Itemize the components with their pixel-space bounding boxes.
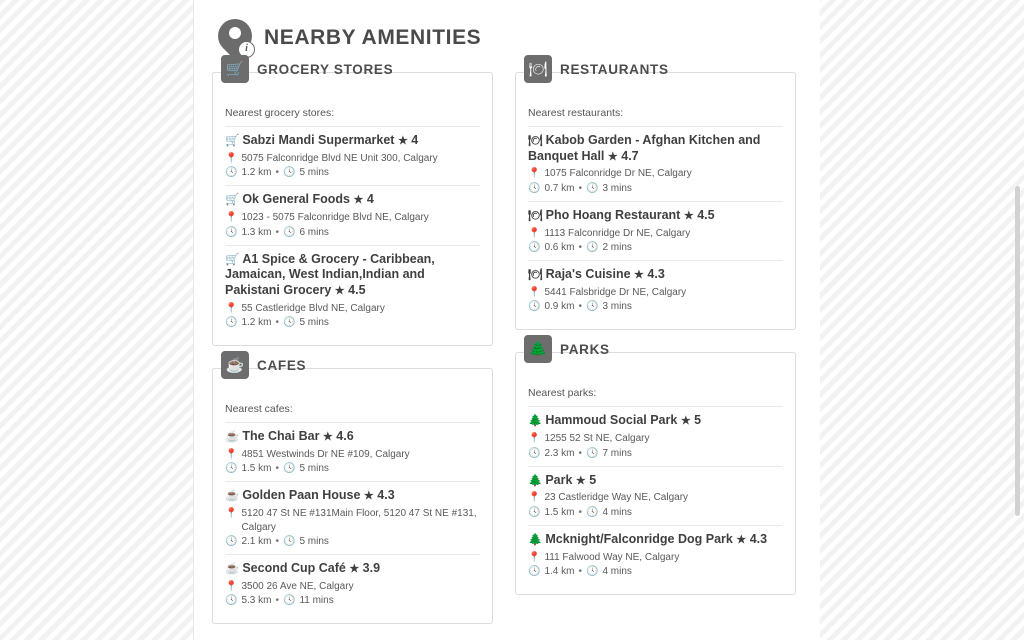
- marker-icon: 📍: [528, 168, 541, 180]
- entry-address-text: 1023 - 5075 Falconridge Blvd NE, Calgary: [241, 212, 429, 223]
- star-icon: ★: [353, 194, 364, 207]
- entry-meta: [225, 227, 480, 238]
- clock-icon: 🕓: [585, 447, 599, 459]
- marker-icon: 📍: [528, 551, 541, 563]
- marker-icon: 📍: [225, 508, 238, 519]
- entry-time: 7 mins: [602, 447, 632, 459]
- entry-title: Second Cup Café: [242, 561, 346, 575]
- entry-rating: 4.5: [348, 282, 366, 297]
- star-icon: ★: [680, 415, 691, 428]
- entry-name: [528, 473, 783, 489]
- list-item: [225, 185, 480, 244]
- entry-distance: 2.3 km: [544, 447, 575, 459]
- entry-time: 5 mins: [299, 317, 329, 328]
- marker-icon: 📍: [528, 227, 541, 239]
- entry-distance: 1.5 km: [544, 506, 575, 518]
- star-icon: ★: [736, 533, 747, 546]
- entry-address-text: 5441 Falsbridge Dr NE, Calgary: [544, 286, 687, 298]
- entry-time: 6 mins: [299, 226, 329, 238]
- star-icon: ★: [349, 563, 360, 575]
- card-body-parks: [528, 363, 783, 584]
- clock-icon: 🕓: [585, 242, 599, 254]
- map-pin-icon: [218, 18, 254, 58]
- entry-distance: 0.6 km: [544, 242, 575, 254]
- entry-address: [225, 302, 480, 316]
- card-title-parks: PARKS: [560, 341, 610, 357]
- entry-address-text: 4851 Westwinds Dr NE #109, Calgary: [241, 448, 410, 460]
- card-restaurants: [515, 60, 796, 330]
- tree-icon: 🌲: [528, 415, 543, 428]
- entry-meta: [225, 595, 480, 606]
- entry-title: Mcknight/Falconridge Dog Park: [545, 531, 733, 546]
- entry-title: Sabzi Mandi Supermarket: [242, 133, 395, 147]
- page-margin-left: [0, 0, 194, 640]
- list-item: [225, 554, 480, 613]
- entry-rating: 5: [694, 413, 702, 428]
- entry-address: [225, 507, 480, 534]
- column-left: [212, 60, 493, 640]
- entry-time: 3 mins: [602, 301, 632, 313]
- marker-icon: 📍: [225, 302, 238, 314]
- entry-distance: 1.4 km: [544, 566, 575, 578]
- entry-address: [225, 448, 480, 462]
- card-cafes: [212, 356, 493, 624]
- entry-time: 11 mins: [299, 595, 334, 607]
- entry-name: [225, 488, 480, 504]
- entry-name: [225, 252, 480, 299]
- tree-icon: 🌲: [528, 533, 543, 546]
- list-item: [528, 406, 783, 465]
- marker-icon: 📍: [528, 433, 541, 445]
- shopping-cart-icon: 🛒: [225, 135, 240, 147]
- card-body-grocery-stores: [225, 83, 480, 335]
- entry-title: Ok General Foods: [242, 192, 350, 207]
- entry-address-text: 3500 26 Ave NE, Calgary: [241, 580, 354, 592]
- page-title: NEARBY AMENITIES: [264, 26, 482, 49]
- info-icon: i: [238, 41, 255, 58]
- clock-icon: 🕓: [282, 536, 296, 547]
- entry-meta: [528, 448, 783, 459]
- card-body-restaurants: [528, 83, 783, 319]
- entry-rating: 4.3: [749, 531, 768, 546]
- card-parks: [515, 340, 796, 595]
- list-item: [225, 481, 480, 554]
- shopping-cart-icon: 🛒: [225, 253, 240, 266]
- entry-time: 4 mins: [602, 566, 632, 578]
- entry-title: Pho Hoang Restaurant: [545, 207, 681, 222]
- entry-rating: 4: [411, 133, 419, 147]
- entry-title: Golden Paan House: [242, 488, 361, 503]
- tree-icon: 🌲: [524, 335, 552, 363]
- entry-address-text: 1113 Falconridge Dr NE, Calgary: [544, 227, 691, 239]
- marker-icon: 📍: [225, 212, 238, 223]
- restaurant-icon: 🍽: [528, 209, 543, 222]
- entry-rating: 4: [366, 192, 374, 207]
- tree-icon: 🌲: [528, 474, 543, 487]
- entry-meta: [528, 507, 783, 518]
- entry-time: 2 mins: [602, 242, 632, 254]
- marker-icon: 📍: [225, 448, 238, 460]
- card-header-cafes: [221, 351, 306, 379]
- meta-separator: •: [578, 182, 582, 194]
- star-icon: ★: [363, 490, 374, 503]
- entry-name: [528, 532, 783, 548]
- entry-address-text: 5075 Falconridge Blvd NE Unit 300, Calgary: [241, 152, 438, 164]
- list-item: [528, 466, 783, 525]
- card-title-cafes: CAFES: [257, 357, 307, 373]
- list-item: [225, 245, 480, 336]
- meta-separator: •: [578, 301, 582, 313]
- meta-separator: •: [578, 447, 582, 459]
- meta-separator: •: [275, 595, 279, 607]
- card-title-grocery-stores: GROCERY STORES: [257, 61, 394, 77]
- card-title-restaurants: RESTAURANTS: [560, 61, 669, 77]
- clock-icon: 🕓: [282, 595, 296, 607]
- list-item: [528, 525, 783, 584]
- entry-address: [528, 491, 783, 505]
- entry-meta: [225, 317, 480, 328]
- star-icon: ★: [334, 284, 345, 297]
- entry-name: [528, 133, 783, 164]
- star-icon: ★: [397, 135, 408, 147]
- entry-rating: 4.7: [621, 148, 639, 163]
- meta-separator: •: [578, 506, 582, 518]
- clock-icon: 🕓: [225, 317, 238, 328]
- entry-meta: [528, 183, 783, 194]
- clock-icon: 🕓: [225, 536, 238, 547]
- entry-rating: 5: [589, 472, 597, 487]
- clock-icon: 🕓: [585, 566, 599, 578]
- card-header-restaurants: [524, 55, 669, 83]
- entry-rating: 4.5: [697, 207, 715, 222]
- entry-address-text: 23 Castleridge Way NE, Calgary: [544, 492, 689, 504]
- entry-title: Kabob Garden - Afghan Kitchen and Banquet Hall: [528, 133, 761, 163]
- card-header-parks: [524, 335, 610, 363]
- clock-icon: 🕓: [528, 566, 541, 578]
- entry-time: 3 mins: [602, 182, 632, 194]
- entry-name: [225, 192, 480, 208]
- clock-icon: 🕓: [225, 167, 238, 179]
- star-icon: ★: [683, 209, 694, 222]
- coffee-icon: ☕: [225, 490, 240, 503]
- entry-distance: 0.9 km: [544, 301, 575, 313]
- coffee-icon: ☕: [225, 431, 240, 443]
- entry-distance: 0.7 km: [544, 182, 575, 194]
- entry-rating: 4.3: [377, 488, 395, 503]
- card-body-cafes: [225, 379, 480, 613]
- restaurant-icon: 🍽: [528, 135, 543, 147]
- entry-address: [225, 580, 480, 594]
- clock-icon: 🕓: [585, 506, 599, 518]
- meta-separator: •: [578, 566, 582, 578]
- clock-icon: 🕓: [585, 182, 599, 194]
- entry-address: [528, 167, 783, 181]
- card-intro: Nearest cafes:: [225, 403, 293, 415]
- shopping-cart-icon: 🛒: [221, 55, 249, 83]
- entry-meta: [528, 301, 783, 312]
- scrollbar-thumb[interactable]: [1015, 186, 1020, 516]
- entry-address: [528, 432, 783, 446]
- entry-name: [225, 561, 480, 577]
- marker-icon: 📍: [225, 580, 238, 592]
- entry-name: [225, 429, 480, 445]
- clock-icon: 🕓: [225, 226, 238, 238]
- entry-rating: 3.9: [362, 561, 381, 575]
- entry-time: 5 mins: [299, 167, 329, 179]
- entry-distance: 2.1 km: [241, 536, 272, 547]
- marker-icon: 📍: [225, 152, 238, 164]
- card-intro: Nearest grocery stores:: [225, 107, 335, 119]
- card-intro: Nearest parks:: [528, 387, 597, 400]
- clock-icon: 🕓: [225, 595, 238, 607]
- entry-address-text: 1075 Falconridge Dr NE, Calgary: [544, 168, 692, 180]
- entry-title: A1 Spice & Grocery - Caribbean, Jamaican, West Indian,Indian and Pakistani Grocery: [225, 251, 435, 297]
- entry-address: [225, 211, 480, 225]
- entry-name: [528, 208, 783, 224]
- entry-meta: [225, 536, 480, 547]
- page-header: [218, 18, 802, 58]
- shopping-cart-icon: 🛒: [225, 194, 240, 207]
- entry-distance: 1.2 km: [241, 317, 272, 328]
- column-right: [515, 60, 796, 617]
- list-item: [528, 201, 783, 260]
- list-item: [528, 126, 783, 201]
- entry-title: Raja's Cuisine: [545, 267, 631, 282]
- coffee-icon: ☕: [221, 351, 249, 379]
- entry-address-text: 1255 52 St NE, Calgary: [544, 433, 650, 445]
- entry-address: [528, 227, 783, 241]
- star-icon: ★: [322, 431, 333, 443]
- amenities-grid: [212, 60, 802, 640]
- entry-meta: [528, 242, 783, 253]
- entry-address: [225, 152, 480, 166]
- list-item: [225, 126, 480, 185]
- entry-name: [528, 267, 783, 283]
- entry-meta: [225, 167, 480, 178]
- entry-time: 5 mins: [299, 463, 329, 475]
- entry-address: [528, 286, 783, 300]
- list-item: [225, 422, 480, 481]
- entry-meta: [528, 566, 783, 577]
- card-intro: Nearest restaurants:: [528, 107, 624, 119]
- entry-name: [225, 133, 480, 149]
- entry-title: The Chai Bar: [242, 429, 320, 443]
- restaurant-icon: 🍽: [524, 55, 552, 83]
- entry-time: 5 mins: [299, 536, 329, 547]
- entry-meta: [225, 463, 480, 474]
- entry-distance: 1.2 km: [241, 167, 272, 179]
- star-icon: ★: [575, 474, 586, 487]
- entry-address-text: 55 Castleridge Blvd NE, Calgary: [241, 302, 385, 314]
- card-header-grocery-stores: [221, 55, 393, 83]
- scrollbar[interactable]: [1014, 0, 1022, 640]
- restaurant-icon: 🍽: [528, 269, 543, 282]
- meta-separator: •: [275, 226, 279, 238]
- clock-icon: 🕓: [282, 167, 296, 179]
- entry-address-text: 111 Falwood Way NE, Calgary: [544, 551, 680, 563]
- clock-icon: 🕓: [528, 182, 541, 194]
- entry-distance: 5.3 km: [241, 595, 272, 607]
- entry-address: [528, 551, 783, 565]
- card-grocery-stores: [212, 60, 493, 346]
- clock-icon: 🕓: [282, 463, 296, 475]
- entry-address-text: 5120 47 St NE #131Main Floor, 5120 47 St NE #131, Calgary: [241, 508, 477, 533]
- page-margin-right: [819, 0, 1024, 640]
- page-content: [194, 0, 820, 640]
- entry-title: Hammoud Social Park: [545, 413, 678, 428]
- entry-time: 4 mins: [602, 506, 632, 518]
- star-icon: ★: [634, 269, 644, 282]
- meta-separator: •: [275, 463, 279, 475]
- marker-icon: 📍: [528, 286, 541, 298]
- marker-icon: 📍: [528, 492, 541, 504]
- clock-icon: 🕓: [585, 301, 599, 313]
- clock-icon: 🕓: [282, 226, 296, 238]
- meta-separator: •: [578, 242, 582, 254]
- entry-name: [528, 413, 783, 429]
- clock-icon: 🕓: [528, 447, 541, 459]
- clock-icon: 🕓: [528, 506, 541, 518]
- clock-icon: 🕓: [225, 463, 238, 475]
- clock-icon: 🕓: [528, 242, 541, 254]
- entry-rating: 4.3: [647, 267, 665, 282]
- entry-title: Park: [545, 472, 573, 487]
- coffee-icon: ☕: [225, 563, 240, 575]
- clock-icon: 🕓: [528, 301, 541, 313]
- list-item: [528, 260, 783, 319]
- entry-distance: 1.5 km: [241, 463, 272, 475]
- meta-separator: •: [275, 167, 279, 179]
- meta-separator: •: [275, 317, 279, 328]
- entry-distance: 1.3 km: [241, 226, 272, 238]
- star-icon: ★: [607, 150, 618, 163]
- meta-separator: •: [275, 536, 279, 547]
- clock-icon: 🕓: [282, 317, 296, 328]
- entry-rating: 4.6: [336, 429, 354, 443]
